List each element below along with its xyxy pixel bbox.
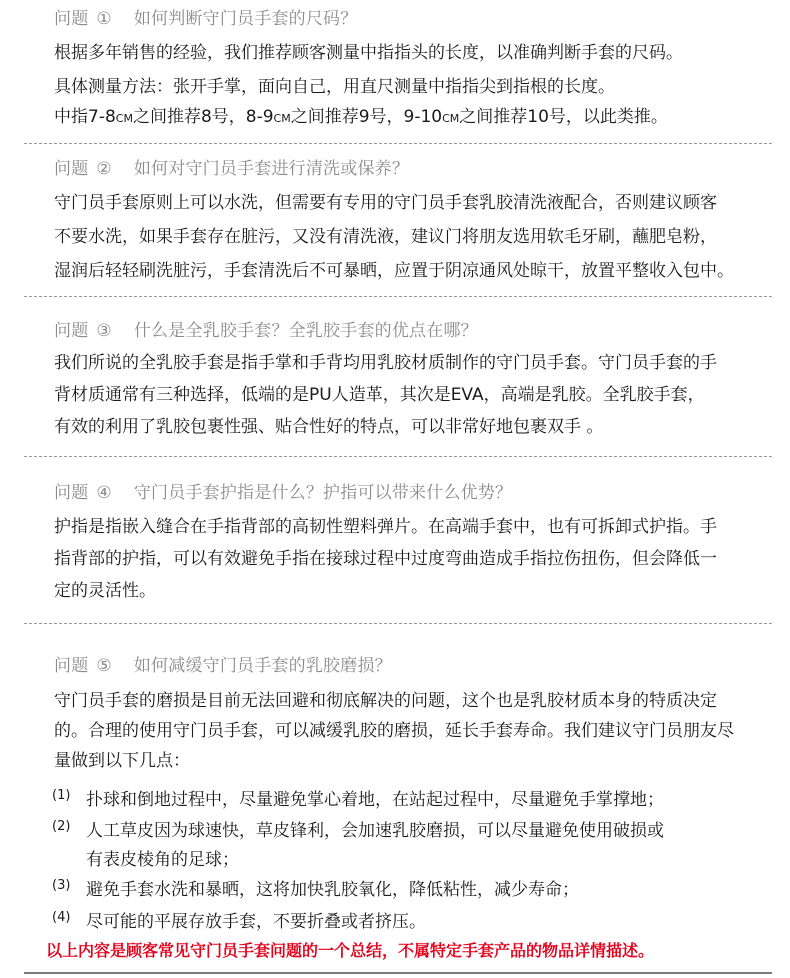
answer-line: 指背部的护指，可以有效避免手指在接球过程中过度弯曲造成手指拉伤扭伤，但会降低一 [54, 549, 717, 569]
question-text: 如何对守门员手套进行清洗或保养？ [133, 159, 410, 179]
answer-line: 有效的利用了乳胶包裹性强、贴合性好的特点，可以非常好地包裹双手 。 [54, 417, 604, 437]
answer-line: 护指是指嵌入缝合在手指背部的高韧性塑料弹片。在高端手套中，也有可拆卸式护指。手 [54, 517, 717, 537]
question-text: 如何判断守门员手套的尺码？ [133, 9, 358, 29]
question-number: ④ [96, 483, 112, 503]
size-guide-line [54, 102, 668, 127]
section-divider [24, 296, 772, 297]
question-label: 问题 [54, 159, 89, 179]
answer-line: 我们所说的全乳胶手套是指手掌和手背均用乳胶材质制作的守门员手套。守门员手套的手 [54, 353, 717, 373]
size-text: 之间推荐9号，9-10 [290, 107, 443, 127]
answer-line: 背材质通常有三种选择，低端的是PU人造革，其次是EVA，高端是乳胶。全乳胶手套， [54, 385, 705, 405]
answer-line: 的。合理的使用守门员手套，可以减缓乳胶的磨损，延长手套寿命。我们建议守门员朋友尽 [54, 721, 734, 741]
answer-line: 量做到以下几点： [54, 751, 190, 771]
size-unit: CM [115, 112, 133, 125]
list-item: 尽可能的平展存放手套，不要折叠或者挤压。 [86, 912, 426, 932]
section-divider [24, 623, 772, 624]
size-text: 中指7-8 [54, 107, 116, 127]
list-item: 人工草皮因为球速快，草皮锋利，会加速乳胶磨损，可以尽量避免使用破损或 [86, 821, 664, 841]
question-number: ① [96, 9, 112, 29]
question-4 [54, 478, 512, 503]
question-label: 问题 [54, 483, 89, 503]
question-text: 什么是全乳胶手套？全乳胶手套的优点在哪？ [133, 321, 478, 341]
question-2 [54, 154, 409, 179]
list-item-number: (3) [52, 878, 71, 893]
size-text: 之间推荐8号，8-9 [132, 107, 274, 127]
list-item-number: (4) [52, 910, 71, 925]
disclaimer-note: 以上内容是顾客常见守门员手套问题的一个总结，不属特定手套产品的物品详情描述。 [46, 941, 655, 960]
answer-line: 具体测量方法：张开手掌，面向自己，用直尺测量中指指尖到指根的长度。 [54, 77, 615, 97]
question-number: ③ [96, 321, 112, 341]
list-item: 扑球和倒地过程中，尽量避免掌心着地，在站起过程中，尽量避免手掌撑地； [86, 790, 664, 810]
question-label: 问题 [54, 9, 89, 29]
question-1 [54, 4, 357, 29]
bottom-rule [24, 972, 772, 974]
question-number: ⑤ [96, 656, 112, 676]
question-text: 守门员手套护指是什么？护指可以带来什么优势？ [133, 483, 513, 503]
question-5 [54, 651, 392, 676]
section-divider [24, 456, 772, 457]
answer-line: 守门员手套原则上可以水洗，但需要有专用的守门员手套乳胶清洗液配合，否则建议顾客 [54, 193, 717, 213]
size-unit: CM [273, 112, 291, 125]
list-item-number: (2) [52, 819, 71, 834]
answer-line: 根据多年销售的经验，我们推荐顾客测量中指指头的长度，以准确判断手套的尺码。 [54, 43, 683, 63]
list-item: 避免手套水洗和暴晒，这将加快乳胶氧化，降低粘性，减少寿命； [86, 880, 579, 900]
list-item-continuation: 有表皮棱角的足球； [86, 850, 239, 870]
answer-line: 定的灵活性。 [54, 581, 156, 601]
answer-line: 不要水洗，如果手套存在脏污，又没有清洗液，建议门将朋友选用软毛牙刷，蘸肥皂粉， [54, 227, 717, 247]
question-number: ② [96, 159, 112, 179]
section-divider [24, 143, 772, 144]
answer-line: 守门员手套的磨损是目前无法回避和彻底解决的问题，这个也是乳胶材质本身的特质决定 [54, 691, 717, 711]
question-3 [54, 316, 478, 341]
question-label: 问题 [54, 656, 89, 676]
question-text: 如何减缓守门员手套的乳胶磨损？ [133, 656, 392, 676]
question-label: 问题 [54, 321, 89, 341]
size-text: 之间推荐10号，以此类推。 [459, 107, 668, 127]
size-unit: CM [442, 112, 460, 125]
answer-line: 湿润后轻轻刷洗脏污，手套清洗后不可暴晒，应置于阴凉通风处晾干，放置平整收入包中。 [54, 261, 734, 281]
list-item-number: (1) [52, 788, 71, 803]
